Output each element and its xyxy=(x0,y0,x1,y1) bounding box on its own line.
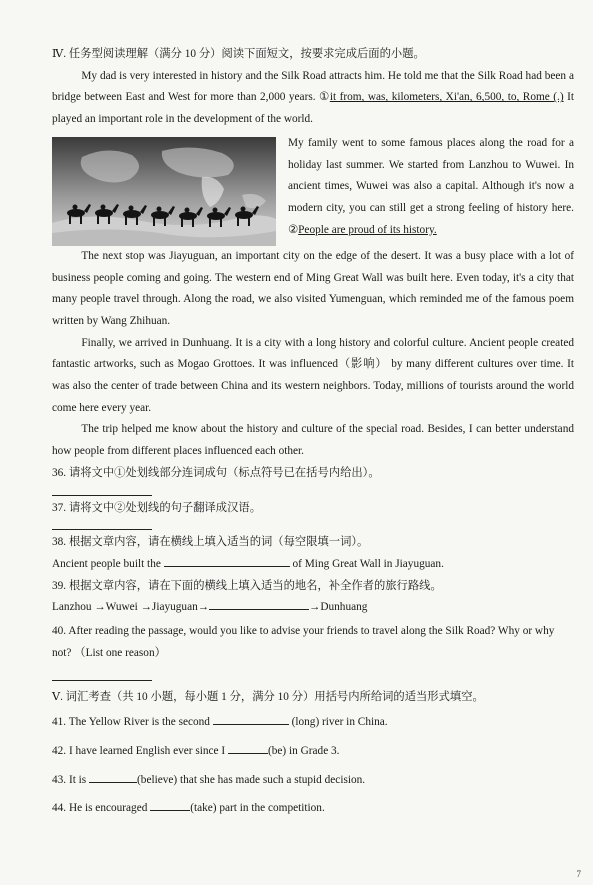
q38-text-b: of Ming Great Wall in Jiayuguan. xyxy=(292,557,444,570)
answer-blank-41[interactable] xyxy=(213,712,289,725)
route-text-b: →Dunhuang xyxy=(309,601,368,614)
answer-blank-39[interactable] xyxy=(209,597,309,610)
q44-text-b: (take) part in the competition. xyxy=(190,802,325,815)
q42-text-b: (be) in Grade 3. xyxy=(267,744,340,757)
route-text-a: Lanzhou →Wuwei →Jiayuguan→ xyxy=(52,601,210,614)
q44-text-a: 44. He is encouraged xyxy=(52,802,148,815)
question-42 xyxy=(52,741,574,763)
question-38: 38. 根据文章内容，请在横线上填入适当的词（每空限填一词）。 xyxy=(52,536,369,549)
section-4-heading: Ⅳ. 任务型阅读理解（满分 10 分）阅读下面短文，按要求完成后面的小题。 xyxy=(52,48,425,60)
p1-text-a: My dad is very interested in history and the Silk Road attracts him. He told me that the Silk Road had been a bridge between East and West for more than 2,000 years. xyxy=(52,69,574,104)
question-44 xyxy=(52,798,574,820)
silk-road-camel-caravan-image xyxy=(52,137,276,246)
question-43 xyxy=(52,770,574,792)
answer-blank-42[interactable] xyxy=(228,741,268,754)
underlined-sentence-2: People are proud of its history. xyxy=(298,223,437,236)
passage-paragraph-3: The next stop was Jiayuguan, an important city on the edge of the desert. It was a busy place with a lot of business people coming and going. The western end of Ming Great Wall was built here. Even today, it's a city that many people travel through. Along the road, we also visited Yumenguan, which reminded me of the famous poem written by Wang Zhihuan. xyxy=(52,249,574,327)
passage-paragraph-1 xyxy=(52,66,574,131)
q43-text-b: (believe) that she has made such a stupid decision. xyxy=(137,773,366,786)
q42-text-a: 42. I have learned English ever since I xyxy=(52,744,226,757)
marker-2: ② xyxy=(288,223,299,236)
q41-text-a: 41. The Yellow River is the second xyxy=(52,716,210,729)
answer-line-36[interactable] xyxy=(52,485,152,496)
answer-blank-44[interactable] xyxy=(150,798,190,811)
answer-line-40[interactable] xyxy=(52,670,152,681)
answer-blank-38[interactable] xyxy=(164,554,290,567)
underlined-phrase-1: it from, was, kilometers, Xi'an, 6,500, to, Rome (.) xyxy=(329,91,564,104)
question-39: 39. 根据文章内容，请在下面的横线上填入适当的地名，补全作者的旅行路线。 xyxy=(52,579,442,592)
passage-paragraph-5: The trip helped me know about the history and culture of the special road. Besides, I can better understand how people from different places influenced each other. xyxy=(52,423,574,458)
passage-paragraph-4: Finally, we arrived in Dunhuang. It is a city with a long history and colorful culture. Ancient people created fantastic artworks, such as Mogao Grottoes. It was influenced（影响） by many different cultures over time. It was also the center of trade between China and its western neighbors. Today, millions of tourists around the world come here every year. xyxy=(52,336,574,414)
answer-blank-43[interactable] xyxy=(89,770,137,783)
passage-paragraph-2 xyxy=(288,133,574,242)
page-number: 7 xyxy=(576,869,581,879)
question-36: 36. 请将文中①处划线部分连词成句（标点符号已在括号内给出）。 xyxy=(52,466,380,479)
exam-page xyxy=(52,44,574,820)
p2-text-a: My family went to some famous places along the road for a holiday last summer. We started from Lanzhou to Wuwei. In ancient times, Wuwei was also a capital. Although it's now a modern city, you can still get a strong feeling of history here. xyxy=(288,136,574,214)
q41-text-b: (long) river in China. xyxy=(291,716,388,729)
p1-text-b: It played an important role in the development of the world. xyxy=(52,91,574,126)
question-40: 40. After reading the passage, would you like to advise your friends to travel along the Silk Road? Why or why not? （List one reason） xyxy=(52,625,555,659)
section-5-heading: Ⅴ. 词汇考查（共 10 小题，每小题 1 分，满分 10 分）用括号内所给词的适当形式填空。 xyxy=(52,691,484,704)
marker-1: ① xyxy=(319,91,330,104)
question-37: 37. 请将文中②处划线的句子翻译成汉语。 xyxy=(52,501,261,514)
question-39-route xyxy=(52,597,574,619)
camel-caravan-illustration xyxy=(52,137,276,246)
q38-text-a: Ancient people built the xyxy=(52,557,161,570)
figure-and-text xyxy=(52,133,574,246)
question-41 xyxy=(52,712,574,734)
question-38-sentence xyxy=(52,554,574,576)
q43-text-a: 43. It is xyxy=(52,773,87,786)
answer-line-37[interactable] xyxy=(52,519,152,530)
